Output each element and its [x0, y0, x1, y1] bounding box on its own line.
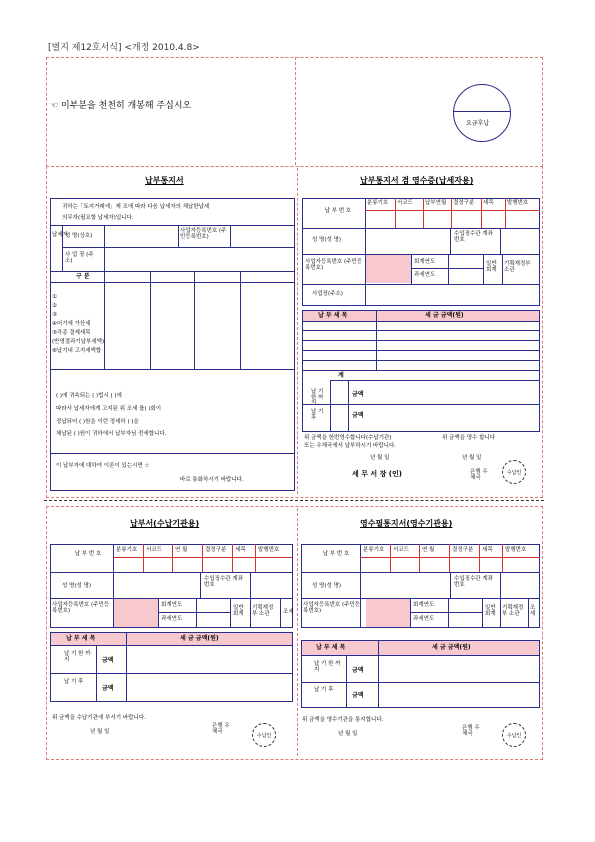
resident-label: 수입징수관 계좌번호 — [454, 231, 493, 243]
amount-unit-2: 금액 — [352, 412, 364, 419]
due-label-2: 납 기 후 — [311, 409, 324, 421]
br-due-2: 납 기 후 — [314, 687, 334, 693]
notice-addr-label: 사 업 장 (주 소) — [65, 252, 94, 264]
receive-text: 위 금액을 영수 합니다 — [442, 435, 496, 441]
bl-tax-col: 조세 — [283, 609, 294, 615]
form-label: [별지 제12호서식] <개정 2010.4.8> — [48, 43, 200, 53]
envelope-divider — [295, 57, 296, 165]
br-amount-unit-2: 금액 — [352, 692, 364, 699]
hand-pointer-icon: ☜ — [50, 101, 59, 111]
br-date: 년 월 일 — [338, 731, 358, 737]
bottom-left-title: 납부서(수납기관용) — [130, 519, 200, 528]
notice-title: 납부통지서 — [145, 176, 184, 185]
notice-para-4: 체납된 ( )원이 귀하에서 납부자님 전세합니다. — [56, 431, 167, 437]
account-year: 회계연도 — [414, 259, 436, 265]
br-amount-unit-1: 금액 — [352, 667, 364, 674]
postage-stamp: 요금후납 — [453, 84, 511, 142]
pink-cell — [366, 255, 411, 283]
item-list: ① ② ③ ④어기에 가산세 ⑤각종 결제세목 (반영결과기납부세액) ⑥납기내 고지세액합 — [52, 294, 105, 354]
br-tax-label: 기획재정부 소관 — [502, 605, 524, 617]
sec-label: 구 분 — [76, 273, 90, 280]
notice-intro: 귀하는「토지거래에」제 조에 따라 다음 납세자의 체납한납세 — [62, 204, 210, 210]
br-pink-cell — [366, 599, 410, 627]
br-tax-year: 과세연도 — [413, 616, 435, 622]
bl-date: 년 월 일 — [90, 729, 110, 735]
total-label: 계 — [338, 372, 344, 379]
office-label: 세 무 서 장 (인) — [352, 470, 402, 478]
notice-para-2: 따라서 납세자에게 고지된 위 조세 를( )회이 — [56, 406, 162, 412]
br-note: 위 금액을 영수기관을 통지합니다. — [302, 717, 384, 723]
tax-label: 기획재정부 소관 — [504, 261, 531, 273]
tax-year: 과세연도 — [414, 272, 436, 278]
amount-unit-1: 금액 — [352, 391, 364, 398]
bl-tax-label: 기획재정부 소관 — [252, 605, 274, 617]
receipt-note-2: 또는 우체국에서 납부하시기 바랍니다. — [304, 443, 397, 449]
bl-headers: 분류기호 서코드 연 월 결정구분 세목 발행번호 — [116, 547, 280, 553]
notice-para-3: 정납되어 ( )원을 이런 정세하 ( )을 — [56, 419, 139, 425]
bl-due-2: 납 기 후 — [64, 679, 84, 685]
bl-note: 위 금액을 수납기관에 부서기 바랍니다. — [52, 715, 146, 721]
br-payer-label: 납 부 번 호 — [322, 551, 350, 557]
br-account-year: 회계연도 — [413, 602, 435, 608]
receipt-name-label: 성 명(성 명) — [312, 237, 342, 243]
instruction: ☜ 이부분을 천천히 개봉해 주십시오 — [50, 101, 192, 111]
bl-amount-header: 세 금 금액(원) — [180, 635, 219, 642]
notice-id-label: 사업자등록번호 (주민등록번호) — [180, 228, 227, 240]
bl-pink-cell — [114, 599, 158, 627]
br-stamp-icon: 수납인 — [502, 723, 526, 747]
notice-name-label: 성 명(상호) — [65, 233, 93, 239]
bl-collect-label: 일반 회계 — [233, 605, 244, 617]
receipt-date: 년 월 일 — [370, 455, 390, 461]
br-biz-label: 사업자등록번호 (주민등록번호) — [303, 602, 361, 614]
br-bank: 은행 우체국 — [462, 725, 480, 737]
br-due-1: 납 기 한 까 지 — [314, 661, 341, 673]
payer-no-label: 납 부 번 호 — [324, 208, 352, 214]
biz-label: 사업자등록번호 (주민등록번호) — [305, 259, 363, 271]
bl-stamp-icon: 수납인 — [252, 723, 276, 747]
br-amount-header: 세 금 금액(원) — [432, 644, 471, 651]
receipt-note: 위 금액을 한번영수합니다(수납기관) — [304, 435, 392, 441]
receipt-top-headers: 분류기호 서코드 납부연월 결정구분 세목 발행번호 — [367, 200, 529, 206]
top-divider — [297, 168, 298, 494]
bl-name-label: 성 명(성 명) — [62, 583, 92, 589]
amount-header: 세 금 금액(원) — [425, 312, 464, 319]
bl-biz-label: 사업자등록번호 (주민등록번호) — [52, 602, 110, 614]
bl-amount-unit-2: 금액 — [102, 685, 114, 692]
due-label-1: 납 기 한 까 지 — [311, 389, 324, 406]
bl-payer-label: 납 부 번 호 — [74, 551, 102, 557]
receipt-date-2: 년 월 일 — [462, 455, 482, 461]
br-tax-col: 조세 — [530, 605, 536, 617]
notice-intro-2: 의무자(필요할 납세자)입니다. — [62, 215, 134, 221]
br-headers: 분류기호 서코드 연 월 결정구분 세목 발행번호 — [363, 547, 527, 553]
receipt-amount-table — [302, 310, 540, 432]
bl-amount-unit-1: 금액 — [102, 657, 114, 664]
notice-footer-2: 바로 통화하시기 바랍니다. — [180, 477, 244, 483]
br-collect-label: 일반 회계 — [485, 605, 496, 617]
payer-col-label: 납세자 — [52, 232, 68, 238]
addr-label: 사업장(주소) — [312, 291, 343, 297]
bl-resident-label: 수입징수관 계좌번호 — [204, 576, 243, 588]
bl-due-1: 납 기 한 까 지 — [64, 651, 91, 663]
notice-para-1: ( )에 귀속되는 ( )법시 ( )에 — [56, 393, 122, 399]
bottom-divider — [297, 508, 298, 756]
collect-label: 일반 회계 — [486, 261, 497, 273]
bl-account-year: 회계연도 — [161, 602, 183, 608]
bl-amount-label: 납 부 세 목 — [66, 635, 96, 642]
br-amount-label: 납 부 세 목 — [316, 644, 346, 651]
bank-label: 은행 우체국 — [470, 469, 488, 481]
br-resident-label: 수입징수관 계좌번호 — [454, 576, 493, 588]
br-name-label: 성 명(성 명) — [312, 583, 342, 589]
notice-footer-1: 이 납부자에 대하여 이론이 있는시면 ☆ — [56, 463, 150, 469]
bl-tax-year: 과세연도 — [161, 616, 183, 622]
cut-line — [44, 500, 544, 501]
receipt-title: 납부통지서 겸 영수증(납세자용) — [360, 176, 474, 185]
stamp-icon: 수납인 — [502, 460, 526, 484]
bl-bank: 은행 우체국 — [212, 723, 230, 735]
bottom-right-title: 영수필통지서(영수기관용) — [360, 519, 453, 528]
amount-label: 납 부 세 목 — [318, 312, 348, 319]
